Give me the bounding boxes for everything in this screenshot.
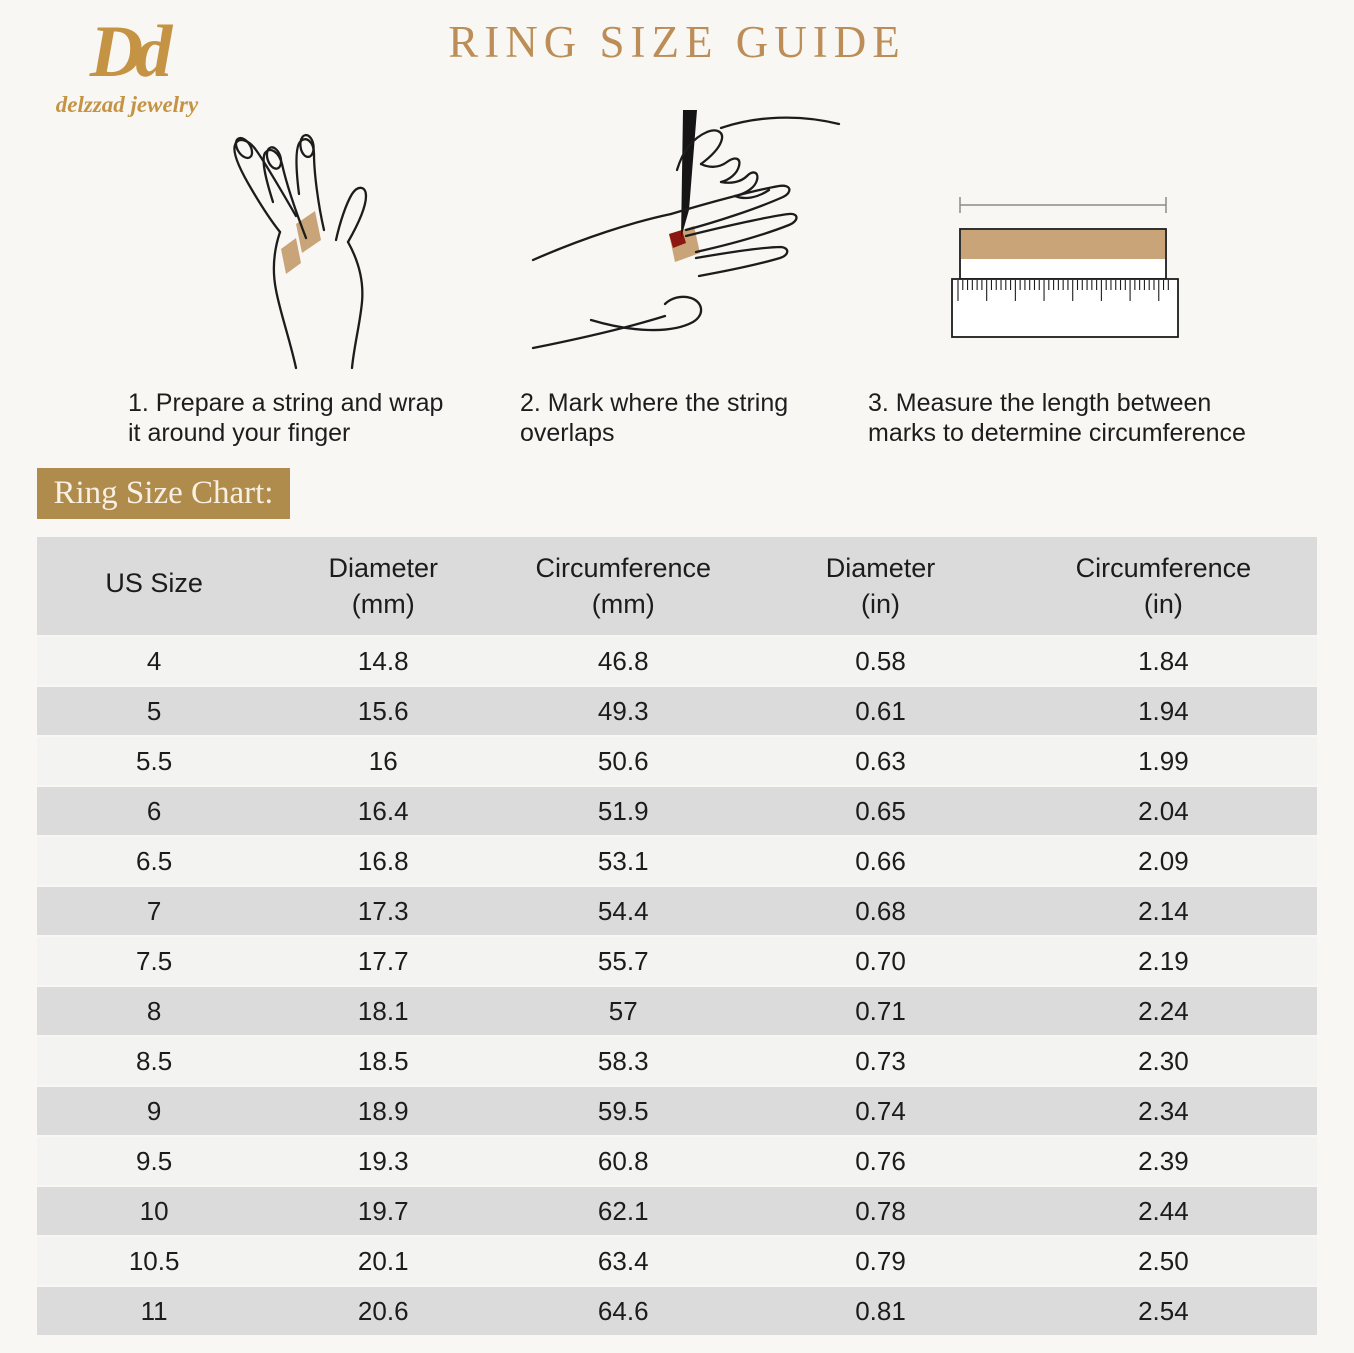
marking-string-illustration (531, 110, 841, 370)
table-cell: 6 (146, 795, 162, 826)
step-1-caption (128, 388, 478, 448)
table-cell: 2.24 (1138, 995, 1189, 1026)
table-cell: 0.61 (855, 695, 906, 726)
table-cell: 18.9 (357, 1095, 409, 1126)
hand-outline (233, 134, 366, 368)
table-header-row (37, 537, 1317, 635)
table-cell: 17.7 (357, 945, 409, 976)
header-circumference-mm-unit: (mm) (591, 589, 655, 619)
table-cell: 20.6 (357, 1295, 409, 1326)
brand-name: delzzad jewelry (55, 92, 199, 117)
table-cell: 0.81 (855, 1295, 906, 1326)
header-diameter-in-label: Diameter (825, 553, 936, 583)
table-cell: 63.4 (597, 1245, 649, 1276)
pen-icon (681, 110, 697, 238)
table-cell: 0.65 (855, 795, 906, 826)
header-circumference-in-label: Circumference (1075, 553, 1252, 583)
table-row (37, 837, 1317, 885)
table-cell: 0.73 (855, 1045, 906, 1076)
string-band-shape-2 (281, 238, 301, 274)
table-cell: 10.5 (128, 1245, 180, 1276)
header-diameter-mm-unit: (mm) (351, 589, 415, 619)
table-cell: 11 (140, 1295, 168, 1326)
table-cell: 59.5 (597, 1095, 649, 1126)
table-cell: 46.8 (597, 645, 649, 676)
table-cell: 2.09 (1138, 845, 1189, 876)
table-cell: 5 (146, 695, 162, 726)
page-title: RING SIZE GUIDE (448, 17, 906, 67)
table-cell: 2.50 (1138, 1245, 1189, 1276)
step-2 (520, 108, 852, 448)
table-cell: 0.71 (855, 995, 906, 1026)
table-cell: 1.94 (1138, 695, 1189, 726)
table-cell: 2.14 (1138, 895, 1189, 926)
table-cell: 0.70 (855, 945, 906, 976)
header-circumference-in-unit: (in) (1143, 589, 1183, 619)
table-cell: 5.5 (136, 745, 173, 776)
header-circumference-mm (495, 537, 751, 635)
table-cell: 2.44 (1138, 1195, 1189, 1226)
ring-size-chart-label: Ring Size Chart: (37, 468, 290, 519)
table-cell: 50.6 (597, 745, 649, 776)
step-2-caption (520, 388, 852, 448)
table-cell: 58.3 (597, 1045, 649, 1076)
table-cell: 0.68 (855, 895, 906, 926)
header-diameter-in-unit: (in) (861, 589, 900, 619)
table-cell: 20.1 (357, 1245, 409, 1276)
table-cell: 16.4 (357, 795, 409, 826)
table-cell: 10 (139, 1195, 169, 1226)
table-cell: 2.34 (1138, 1095, 1189, 1126)
table-row (37, 1237, 1317, 1285)
header-circumference-mm-label: Circumference (535, 553, 712, 583)
table-cell: 19.7 (357, 1195, 409, 1226)
table-cell: 55.7 (597, 945, 649, 976)
table-cell: 2.04 (1138, 795, 1189, 826)
table-cell: 2.30 (1138, 1045, 1189, 1076)
table-cell: 0.66 (855, 845, 906, 876)
table-cell: 7 (146, 895, 162, 926)
table-row (37, 637, 1317, 685)
table-row (37, 987, 1317, 1035)
step-1-caption-line1: 1. Prepare a string and wrap (128, 389, 444, 417)
ruler-measure-illustration (948, 193, 1188, 343)
header-us-size-label: US Size (105, 568, 203, 598)
table-cell: 14.8 (357, 645, 409, 676)
table-cell: 0.63 (855, 745, 906, 776)
header-diameter-mm-label: Diameter (328, 553, 438, 583)
ring-size-table (37, 537, 1317, 1335)
table-row (37, 787, 1317, 835)
table-cell: 1.84 (1138, 645, 1189, 676)
table-cell: 0.78 (855, 1195, 906, 1226)
table-cell: 54.4 (597, 895, 649, 926)
table-cell: 17.3 (357, 895, 409, 926)
table-row (37, 1187, 1317, 1235)
header-diameter-in (751, 537, 1010, 635)
table-body (37, 637, 1317, 1335)
step-1 (128, 108, 478, 448)
step-2-illustration (520, 108, 852, 370)
table-cell: 62.1 (597, 1195, 649, 1226)
string-band-shape (296, 211, 321, 253)
table-cell: 64.6 (597, 1295, 649, 1326)
table-cell: 0.79 (855, 1245, 906, 1276)
table-row (37, 1037, 1317, 1085)
table-cell: 6.5 (136, 845, 173, 876)
table-row (37, 1087, 1317, 1135)
string-strip (961, 230, 1165, 259)
table-cell: 16.8 (357, 845, 409, 876)
step-1-caption-line2: it around your finger (128, 419, 351, 447)
table-cell: 1.99 (1138, 745, 1189, 776)
table-cell: 9.5 (136, 1145, 173, 1176)
table-cell: 18.1 (357, 995, 409, 1026)
table-cell: 7.5 (136, 945, 173, 976)
table-row (37, 687, 1317, 735)
step-2-caption-line1: 2. Mark where the string (520, 389, 789, 417)
brand-monogram: Dd (89, 11, 165, 93)
table-cell: 15.6 (357, 695, 409, 726)
table-cell: 8 (146, 995, 162, 1026)
table-cell: 16 (368, 745, 398, 776)
step-2-caption-line2: overlaps (520, 419, 615, 447)
step-3-caption-line2: marks to determine circumference (868, 419, 1246, 447)
table-row (37, 1287, 1317, 1335)
table-cell: 51.9 (597, 795, 649, 826)
table-cell: 9 (146, 1095, 162, 1126)
table-row (37, 937, 1317, 985)
table-cell: 2.39 (1138, 1145, 1189, 1176)
measurement-line (960, 197, 1166, 213)
table-cell: 19.3 (357, 1145, 409, 1176)
header-circumference-in (1010, 537, 1317, 635)
table-cell: 18.5 (357, 1045, 409, 1076)
header-diameter-mm (271, 537, 495, 635)
step-3 (868, 108, 1268, 448)
table-cell: 0.76 (855, 1145, 906, 1176)
table-cell: 53.1 (597, 845, 649, 876)
table-cell: 57 (608, 995, 638, 1026)
step-3-caption (868, 388, 1268, 448)
step-3-caption-line1: 3. Measure the length between (868, 389, 1212, 417)
table-cell: 0.58 (855, 645, 906, 676)
table-cell: 0.74 (855, 1095, 906, 1126)
table-row (37, 1137, 1317, 1185)
step-1-illustration (128, 108, 478, 370)
step-3-illustration (868, 108, 1268, 343)
table-cell: 49.3 (597, 695, 649, 726)
table-cell: 60.8 (597, 1145, 649, 1176)
table-cell: 8.5 (136, 1045, 173, 1076)
table-row (37, 737, 1317, 785)
header-us-size (37, 537, 271, 635)
table-cell: 2.19 (1138, 945, 1189, 976)
hand-with-string-illustration (178, 120, 428, 370)
table-row (37, 887, 1317, 935)
table-cell: 2.54 (1138, 1295, 1189, 1326)
table-cell: 4 (146, 645, 162, 676)
